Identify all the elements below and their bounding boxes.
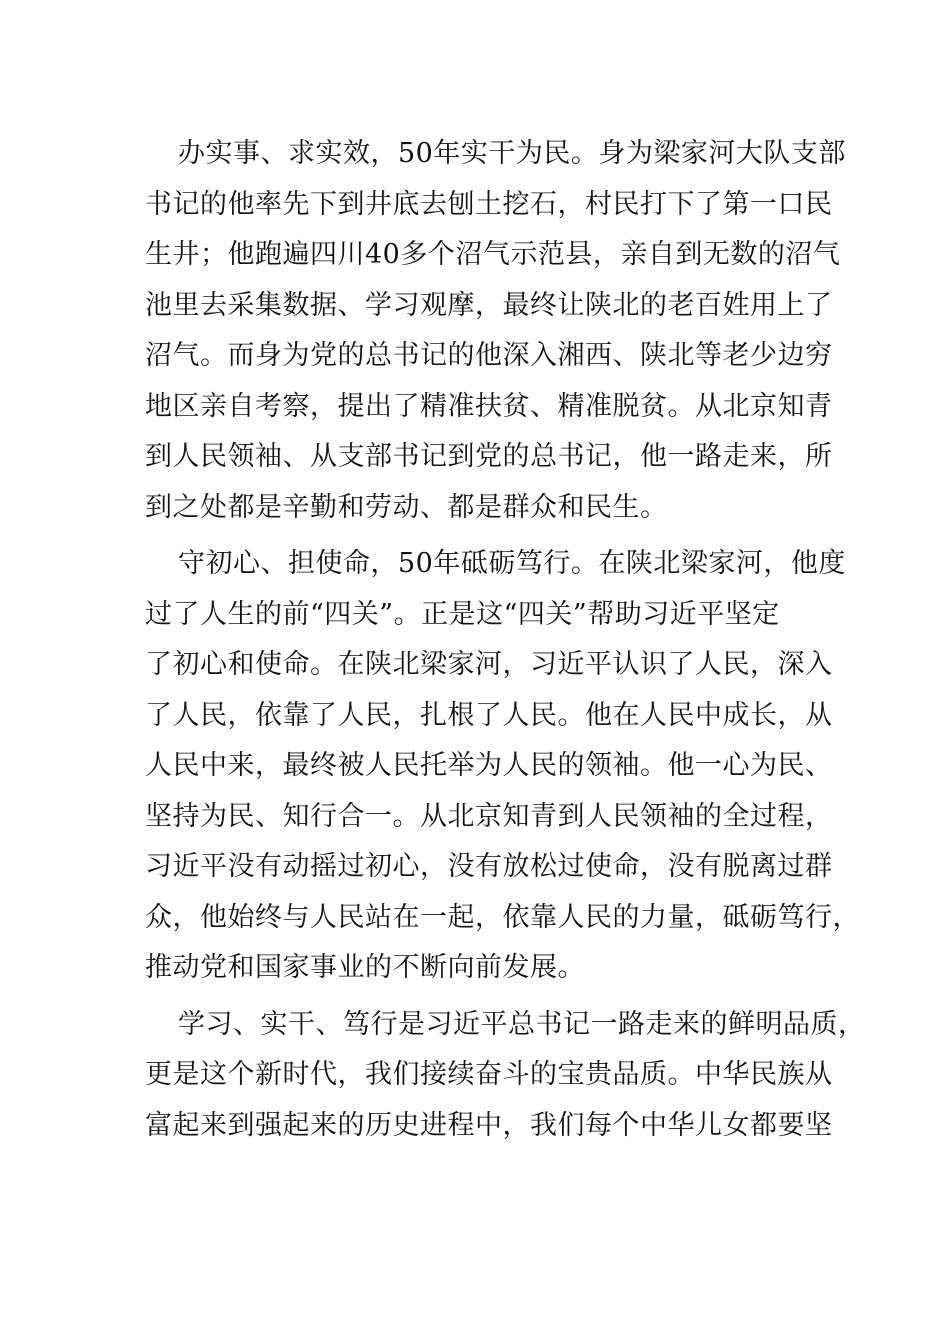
paragraph-line: 了人民，依靠了人民，扎根了人民。他在人民中成长，从	[145, 699, 833, 731]
paragraph-line: 到之处都是辛勤和劳动、都是群众和民生。	[145, 491, 668, 523]
paragraph-line: 学习、实干、笃行是习近平总书记一路走来的鲜明品质，	[178, 1008, 866, 1040]
paragraph-line: 富起来到强起来的历史进程中，我们每个中华儿女都要坚	[145, 1109, 833, 1141]
paragraph-line: 到人民领袖、从支部书记到党的总书记，他一路走来，所	[145, 441, 833, 472]
paragraph-line: 过了人生的前“四关”。正是这“四关”帮助习近平坚定	[145, 598, 780, 630]
paragraph-line: 生井；他跑遍四川40多个沼气示范县，亲自到无数的沼气	[145, 239, 841, 270]
paragraph-line: 了初心和使命。在陕北梁家河，习近平认识了人民，深入	[145, 649, 833, 680]
paragraph-line: 守初心、担使命，50年砥砺笃行。在陕北梁家河，他度	[178, 548, 846, 579]
paragraph-2	[145, 539, 860, 994]
paragraph-line: 坚持为民、知行合一。从北京知青到人民领袖的全过程，	[145, 800, 833, 832]
paragraph-line: 沼气。而身为党的总书记的他深入湘西、陕北等老少边穷	[145, 340, 833, 371]
paragraph-line: 办实事、求实效，50年实干为民。身为梁家河大队支部	[178, 138, 846, 169]
paragraph-line: 更是这个新时代，我们接续奋斗的宝贵品质。中华民族从	[145, 1059, 833, 1090]
paragraph-line: 众，他始终与人民站在一起，依靠人民的力量，砥砺笃行，	[145, 901, 860, 933]
paragraph-line: 推动党和国家事业的不断向前发展。	[145, 952, 585, 983]
paragraph-line: 地区亲自考察，提出了精准扶贫、精准脱贫。从北京知青	[145, 390, 833, 422]
paragraph-line: 池里去采集数据、学习观摩，最终让陕北的老百姓用上了	[145, 289, 833, 321]
paragraph-line: 习近平没有动摇过初心，没有放松过使命，没有脱离过群	[145, 851, 833, 882]
paragraph-1	[145, 129, 846, 533]
paragraph-3	[145, 1000, 866, 1152]
paragraph-line: 人民中来，最终被人民托举为人民的领袖。他一心为民、	[145, 750, 833, 781]
document-body	[145, 129, 866, 1151]
paragraph-line: 书记的他率先下到井底去刨土挖石，村民打下了第一口民	[145, 188, 833, 220]
